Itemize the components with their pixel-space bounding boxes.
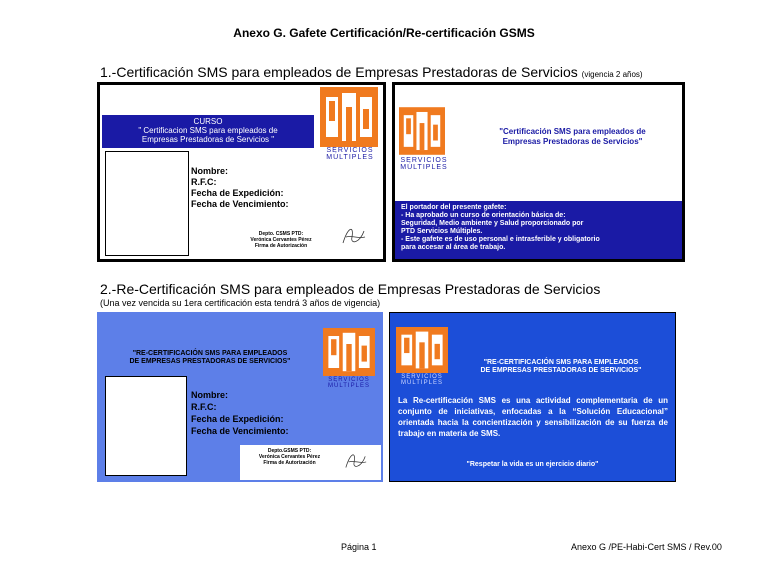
certification-badge-front: [97, 82, 386, 262]
ptd-logo-back: [399, 107, 448, 171]
recert-back-quote-line2: DE EMPRESAS PRESTADORAS DE SERVICIOS": [480, 367, 642, 374]
recert-signature-block: [240, 445, 381, 480]
recertification-badge-front: [97, 312, 383, 482]
recert-signature-name: Verónica Cervantes Pérez: [258, 454, 321, 460]
recert-signature-role: Firma de Autorización: [263, 460, 316, 466]
recert-back-motto: "Respetar la vida es un ejercicio diario": [466, 461, 599, 468]
section2-subheading: (Una vez vencida su 1era certificación esta tendrá 3 años de vigencia): [100, 298, 381, 308]
recertification-badge-back: [389, 312, 676, 482]
footer-reference: Anexo G /PE-Habi-Cert SMS / Rev.00: [571, 542, 722, 552]
badge-back-info: [395, 201, 682, 259]
recert-front-quote-line1: "RE-CERTIFICACIÓN SMS PARA EMPLEADOS: [132, 350, 288, 357]
signature-block: [226, 231, 336, 249]
ptd-logo-icon: [320, 87, 378, 147]
badge-back-line: PTD Servicios Múltiples.: [401, 228, 483, 235]
course-banner: [102, 115, 314, 148]
recert-field-issue-date: Fecha de Expedición:: [191, 414, 284, 424]
recert-field-rfc: R.F.C:: [191, 402, 217, 412]
handwritten-signature-icon: [340, 223, 368, 249]
recert-signature-dept: Depto.GSMS PTD:: [267, 448, 312, 454]
recert-personal-fields: [191, 389, 289, 437]
recert-field-expiry-date: Fecha de Vencimiento:: [191, 426, 289, 436]
ptd-logo-recert-icon: [323, 328, 375, 376]
badge-back-quote-line2: Empresas Prestadoras de Servicios": [502, 137, 643, 146]
ptd-logo-recert-back-icon: [396, 327, 448, 373]
recert-handwritten-signature-icon: [343, 449, 369, 473]
recert-field-name: Nombre:: [191, 390, 229, 400]
badge-back-line: Seguridad, Medio ambiente y Salud proporcionado por: [401, 220, 584, 227]
section1-heading-text: 1.-Certificación SMS para empleados de Empresas Prestadoras de Servicios: [100, 64, 578, 80]
recert-back-paragraph: La Re-certificación SMS es una actividad complementaria de un conjunto de iniciativas, enfocadas a la “Solución Educacional” orientada hacia la concientización y sensibilización de su fuerza de trabajo en materia de SMS.: [398, 396, 668, 438]
ptd-logo-recert-back: [396, 327, 448, 386]
logo-back-text-line2: MÚLTIPLES: [400, 164, 448, 171]
recert-back-quote-line1: "RE-CERTIFICACIÓN SMS PARA EMPLEADOS: [483, 359, 639, 366]
ptd-logo-recert: [323, 328, 375, 389]
logo-recert-text-line1: SERVICIOS: [328, 377, 370, 383]
recert-back-quote: [454, 359, 668, 375]
badge-back-line: para accesar al área de trabajo.: [401, 244, 506, 251]
badge-back-line: - Ha aprobado un curso de orientación básica de:: [401, 212, 566, 219]
photo-placeholder: [105, 151, 189, 256]
footer-page-number: Página 1: [341, 542, 377, 552]
section1-heading-note: (vigencia 2 años): [581, 70, 643, 79]
field-name: Nombre:: [191, 166, 229, 176]
document-title: Anexo G. Gafete Certificación/Re-certificación GSMS: [233, 26, 535, 40]
logo-text-line1: SERVICIOS: [326, 147, 374, 154]
recert-front-quote-line2: DE EMPRESAS PRESTADORAS DE SERVICIOS": [129, 358, 291, 365]
ptd-logo-back-icon: [399, 107, 445, 155]
badge-back-quote-line1: "Certificación SMS para empleados de: [499, 127, 646, 136]
signature-name: Verónica Cervantes Pérez: [250, 237, 312, 243]
recert-photo-placeholder: [105, 376, 187, 476]
field-issue-date: Fecha de Expedición:: [191, 188, 284, 198]
logo-text-line2: MÚLTIPLES: [326, 154, 374, 161]
course-title-line2: Empresas Prestadoras de Servicios ": [141, 135, 275, 144]
logo-back-text-line1: SERVICIOS: [400, 157, 448, 164]
logo-recert-back-text-line2: MÚLTIPLES: [401, 380, 443, 386]
course-title-line1: " Certificacion SMS para empleados de: [138, 126, 278, 135]
logo-recert-back-text-line1: SERVICIOS: [401, 374, 443, 380]
ptd-logo: [320, 87, 378, 161]
badge-back-line: - Este gafete es de uso personal e intrasferible y obligatorio: [401, 236, 600, 243]
course-label: CURSO: [193, 117, 223, 126]
personal-fields: [191, 166, 289, 210]
field-expiry-date: Fecha de Vencimiento:: [191, 199, 289, 209]
section2-heading: 2.-Re-Certificación SMS para empleados de Empresas Prestadoras de Servicios: [100, 281, 601, 297]
field-rfc: R.F.C:: [191, 177, 217, 187]
signature-role: Firma de Autorización: [254, 243, 308, 249]
badge-back-line: El portador del presente gafete:: [401, 204, 507, 211]
certification-badge-back: [392, 82, 685, 262]
section1-heading: [100, 64, 643, 80]
recert-front-quote: [107, 350, 313, 366]
signature-dept: Depto. CSMS PTD:: [258, 231, 304, 237]
badge-back-quote: [465, 127, 680, 147]
logo-recert-text-line2: MÚLTIPLES: [328, 383, 370, 389]
